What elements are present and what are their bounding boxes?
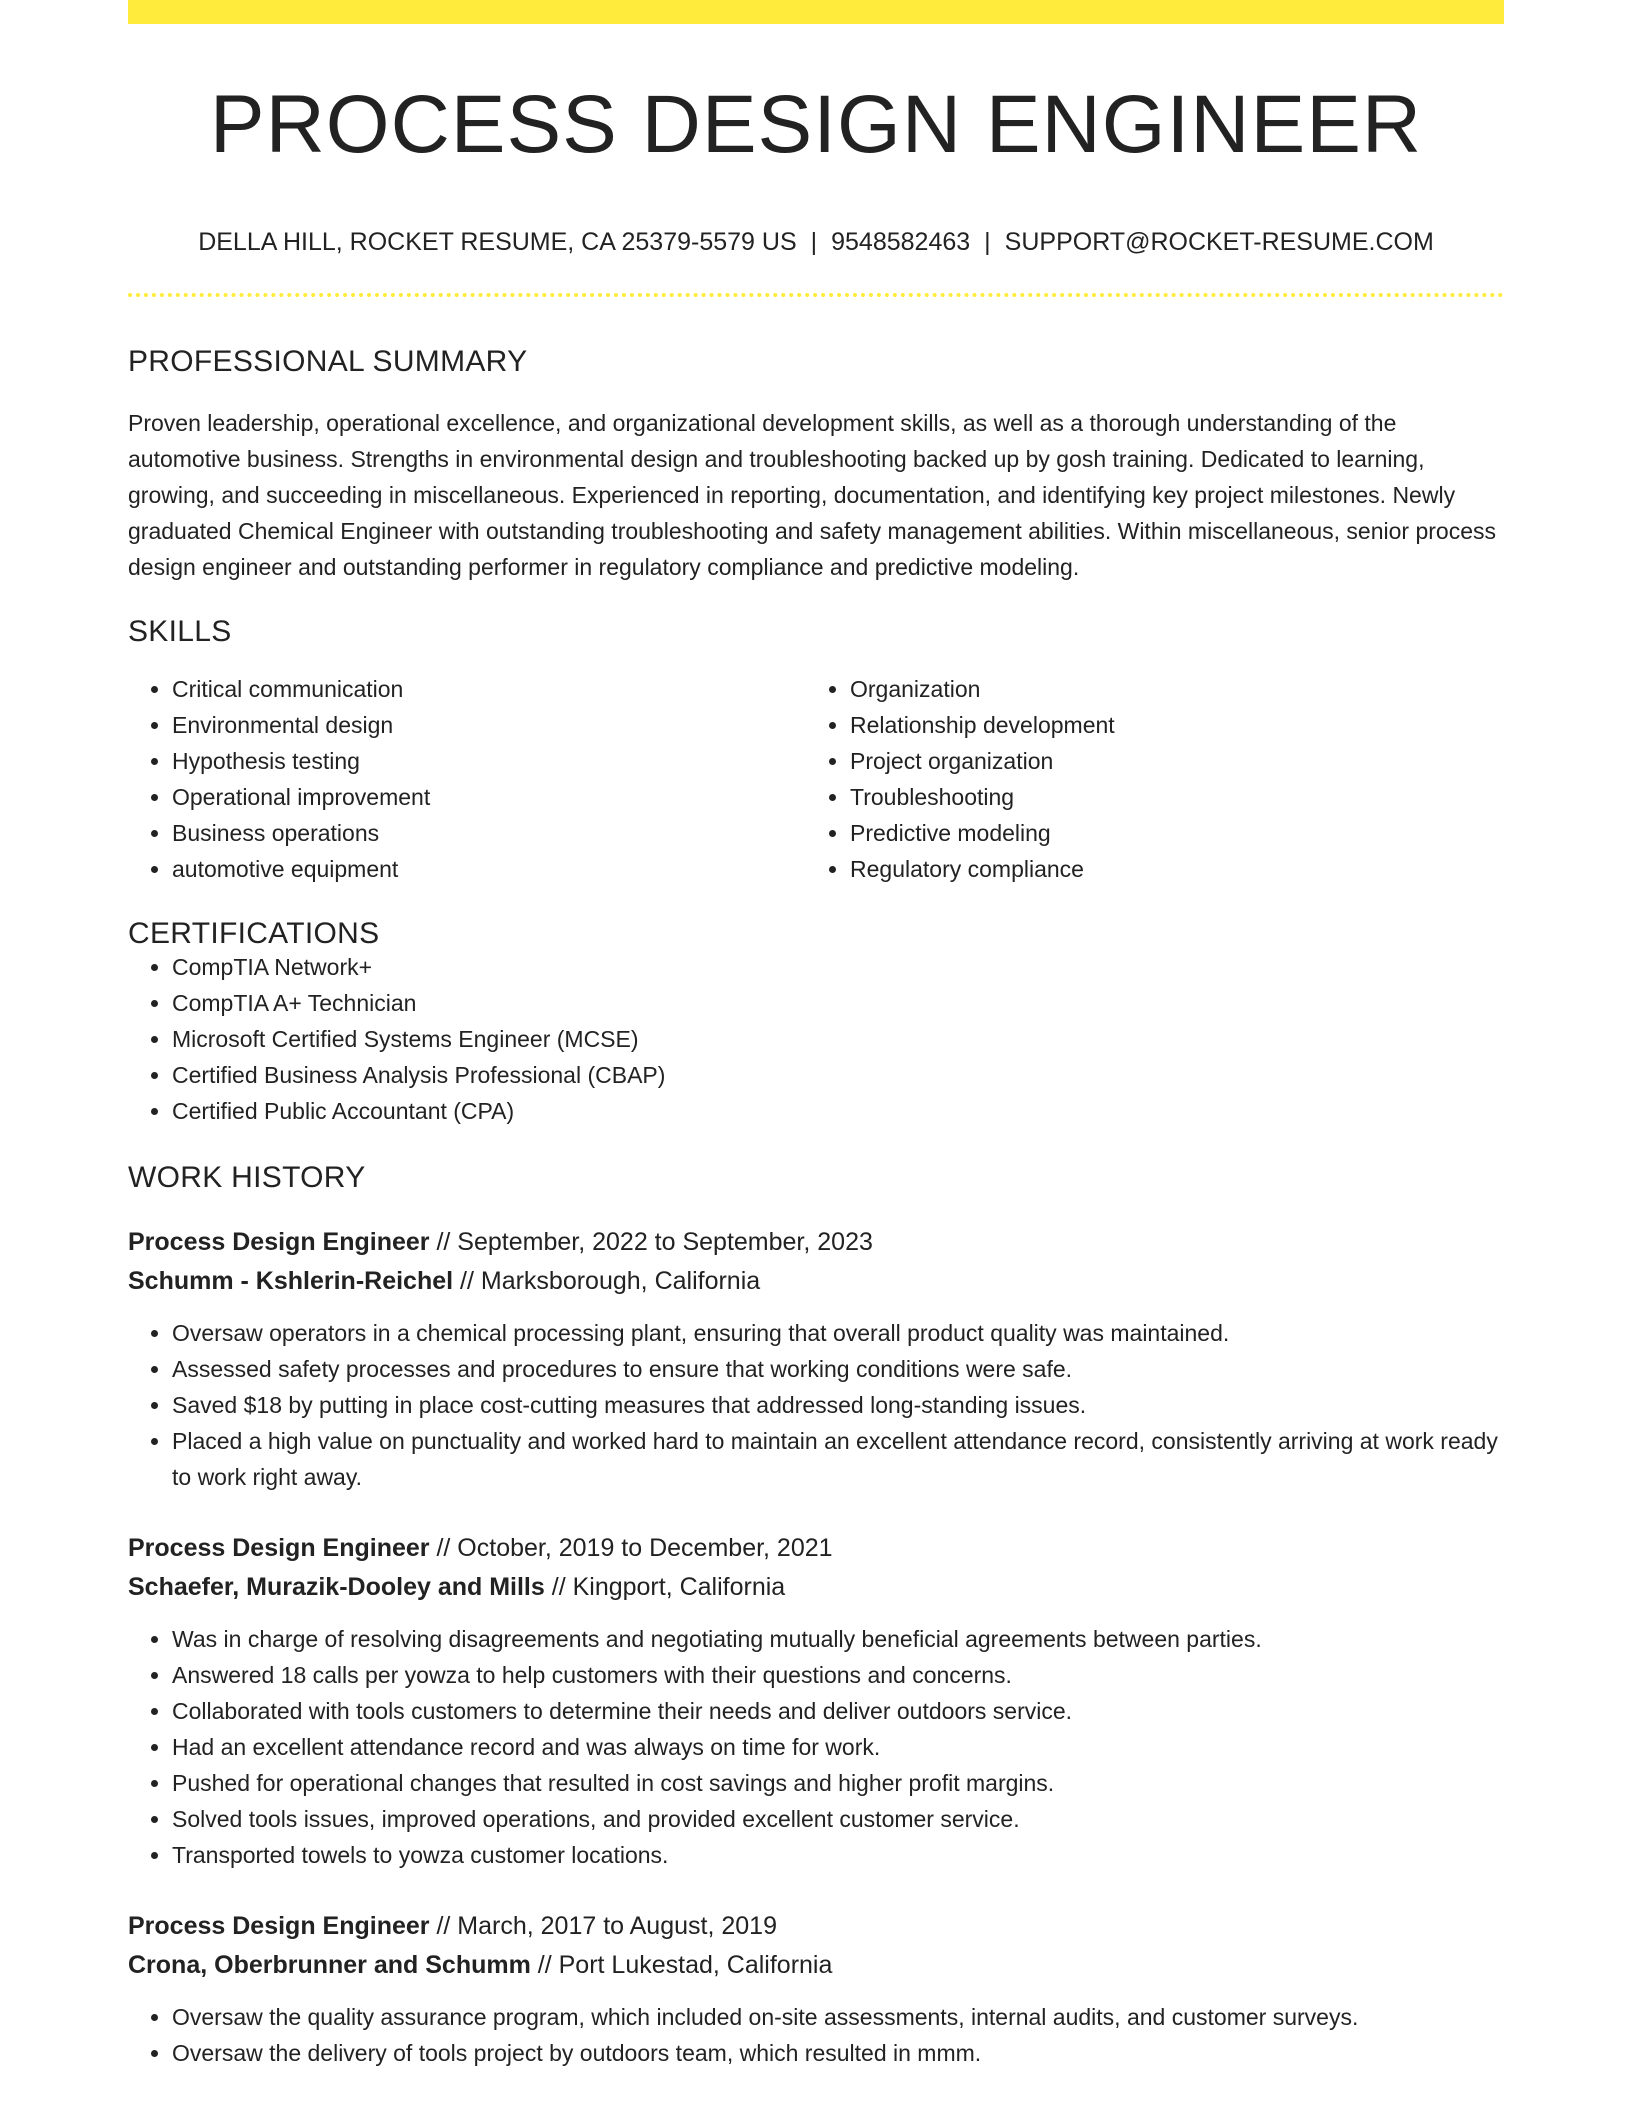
job-entry <box>128 1529 1504 1873</box>
dotted-divider <box>128 293 1504 297</box>
job-role-line <box>128 1529 1504 1568</box>
certifications-heading: CERTIFICATIONS <box>128 917 380 950</box>
job-company: Crona, Oberbrunner and Schumm <box>128 1951 531 1979</box>
job-bullet: • Collaborated with tools customers to determine their needs and deliver outdoors service. <box>172 1693 1504 1729</box>
job-entry <box>128 1223 1504 1495</box>
job-bullet: • Transported towels to yowza customer locations. <box>172 1837 1504 1873</box>
job-bullet: • Answered 18 calls per yowza to help customers with their questions and concerns. <box>172 1657 1504 1693</box>
job-location: // Kingport, California <box>551 1573 786 1601</box>
job-dates: // March, 2017 to August, 2019 <box>436 1912 777 1940</box>
contact-separator: | <box>984 228 991 256</box>
skill-item: • Predictive modeling <box>850 815 1484 851</box>
job-bullet: • Pushed for operational changes that resulted in cost savings and higher profit margins. <box>172 1765 1504 1801</box>
certification-item: • Certified Public Accountant (CPA) <box>172 1093 1504 1129</box>
job-bullets <box>128 1315 1504 1495</box>
certifications-list <box>128 949 1504 1129</box>
job-role: Process Design Engineer <box>128 1912 430 1940</box>
job-bullet: • Had an excellent attendance record and was always on time for work. <box>172 1729 1504 1765</box>
skill-item: • Project organization <box>850 743 1484 779</box>
skills-columns <box>128 671 1504 887</box>
job-bullet: • Saved $18 by putting in place cost-cutting measures that addressed long-standing issues. <box>172 1387 1504 1423</box>
job-bullet: • Was in charge of resolving disagreements and negotiating mutually beneficial agreements between parties. <box>172 1621 1504 1657</box>
job-role-line <box>128 1907 1504 1946</box>
job-company-line <box>128 1946 1504 1985</box>
skills-list-left <box>128 671 806 887</box>
job-dates: // September, 2022 to September, 2023 <box>436 1228 873 1256</box>
job-role: Process Design Engineer <box>128 1228 430 1256</box>
job-location: // Port Lukestad, California <box>537 1951 833 1979</box>
skill-item: • Relationship development <box>850 707 1484 743</box>
page-title: PROCESS DESIGN ENGINEER <box>209 79 1423 170</box>
job-role-line <box>128 1223 1504 1262</box>
job-bullet: • Oversaw operators in a chemical processing plant, ensuring that overall product quality was maintained. <box>172 1315 1504 1351</box>
job-company-line <box>128 1568 1504 1607</box>
summary-text: Proven leadership, operational excellence, and organizational development skills, as well as a thorough understanding of the automotive business. Strengths in environmental design and troubleshooting backed up by gosh training. Dedicated to learning, growing, and succeeding in miscellaneous. Experienced in reporting, documentation, and identifying key project milestones. Newly graduated Chemical Engineer with outstanding troubleshooting and safety management abilities. Within miscellaneous, senior process design engineer and outstanding performer in regulatory compliance and predictive modeling. <box>128 410 1496 580</box>
skill-item: • Business operations <box>172 815 806 851</box>
job-location: // Marksborough, California <box>460 1267 761 1295</box>
skill-item: • Critical communication <box>172 671 806 707</box>
skill-item: • automotive equipment <box>172 851 806 887</box>
job-dates: // October, 2019 to December, 2021 <box>436 1534 833 1562</box>
accent-top-bar <box>128 0 1504 24</box>
job-bullet: • Placed a high value on punctuality and worked hard to maintain an excellent attendance record, consistently arriving at work ready to work right away. <box>172 1423 1504 1495</box>
certification-item: • CompTIA Network+ <box>172 949 1504 985</box>
contact-address: DELLA HILL, ROCKET RESUME, CA 25379-5579 US <box>198 228 797 256</box>
skill-item: • Hypothesis testing <box>172 743 806 779</box>
job-bullet: • Solved tools issues, improved operations, and provided excellent customer service. <box>172 1801 1504 1837</box>
skill-item: • Environmental design <box>172 707 806 743</box>
job-company: Schaefer, Murazik-Dooley and Mills <box>128 1573 545 1601</box>
job-bullet: • Oversaw the delivery of tools project by outdoors team, which resulted in mmm. <box>172 2035 1504 2071</box>
certification-item: • Certified Business Analysis Professional (CBAP) <box>172 1057 1504 1093</box>
job-bullets <box>128 1621 1504 1873</box>
skills-heading: SKILLS <box>128 615 232 648</box>
job-bullets <box>128 1999 1504 2071</box>
skill-item: • Troubleshooting <box>850 779 1484 815</box>
contact-separator: | <box>810 228 818 256</box>
summary-heading: PROFESSIONAL SUMMARY <box>128 345 528 378</box>
skill-item: • Organization <box>850 671 1484 707</box>
job-bullet: • Assessed safety processes and procedures to ensure that working conditions were safe. <box>172 1351 1504 1387</box>
contact-email: SUPPORT@ROCKET-RESUME.COM <box>1004 228 1434 256</box>
certification-item: • Microsoft Certified Systems Engineer (MCSE) <box>172 1021 1504 1057</box>
contact-phone: 9548582463 <box>831 228 971 256</box>
work-history-heading: WORK HISTORY <box>128 1161 366 1194</box>
skill-item: • Operational improvement <box>172 779 806 815</box>
job-bullet: • Oversaw the quality assurance program, which included on-site assessments, internal audits, and customer surveys. <box>172 1999 1504 2035</box>
skill-item: • Regulatory compliance <box>850 851 1484 887</box>
job-role: Process Design Engineer <box>128 1534 430 1562</box>
job-company-line <box>128 1262 1504 1301</box>
job-company: Schumm - Kshlerin-Reichel <box>128 1267 454 1295</box>
resume-page <box>128 0 1504 2071</box>
skills-list-right <box>806 671 1484 887</box>
contact-line <box>128 230 1504 255</box>
certification-item: • CompTIA A+ Technician <box>172 985 1504 1021</box>
job-entry <box>128 1907 1504 2071</box>
